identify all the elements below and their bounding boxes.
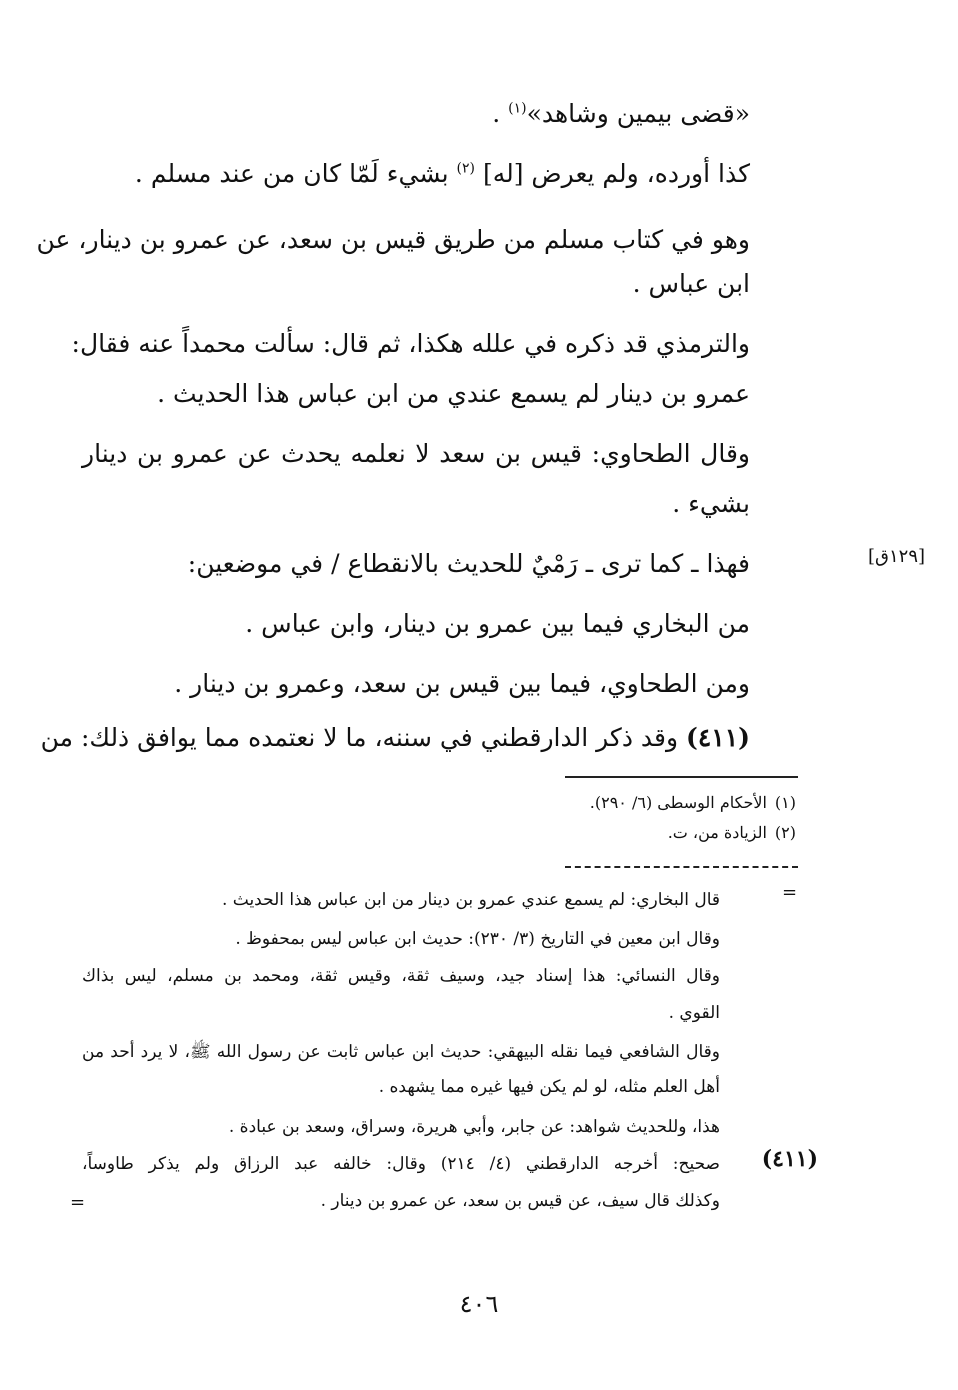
note-line-1: قال البخاري: لم يسمع عندي عمرو بن دينار من ابن عباس هذا الحديث . (221, 890, 720, 910)
note-line-4: القوي . (668, 1003, 720, 1023)
footnote-separator (565, 776, 798, 778)
continuation-mark-end: = (70, 1192, 86, 1213)
footnote-2 (668, 820, 796, 846)
footnote-1 (590, 790, 796, 816)
text-segment: بشيء لَمّا كان من عند مسلم . (134, 159, 457, 188)
footnote-text: الأحكام الوسطى (٦/ ٢٩٠). (589, 793, 767, 812)
margin-manuscript-ref: [١٢٩ق] (868, 546, 926, 567)
main-line-1 (492, 96, 750, 132)
page-number: ٤٠٦ (459, 1290, 499, 1318)
note-hadith-number: (٤١١) (761, 1146, 818, 1172)
continuation-mark: = (782, 882, 798, 903)
footnote-text: الزيادة من، ت. (667, 823, 767, 842)
main-line-6: عمرو بن دينار لم يسمع عندي من ابن عباس هذا الحديث . (157, 379, 750, 408)
note-line-9: وكذلك قال سيف، عن قيس بن سعد، عن عمرو بن دينار . (320, 1191, 720, 1211)
main-line-10: من البخاري فيما بين عمرو بن دينار، وابن عباس . (245, 609, 750, 638)
note-line-3: وقال النسائي: هذا إسناد جيد، وسيف ثقة، وقيس ثقة، ومحمد بن مسلم، ليس بذاك (82, 966, 720, 986)
main-line-7: وقال الطحاوي: قيس بن سعد لا نعلمه يحدث عن عمرو بن دينار (82, 439, 750, 468)
hadith-number: (٤١١) (686, 723, 750, 752)
footnote-number: (١) (774, 793, 796, 812)
footnote-ref-2[interactable]: (٢) (456, 160, 475, 177)
text-segment: وقد ذكر الدارقطني في سننه، ما لا نعتمده مما يوافق ذلك: من (40, 723, 687, 752)
quote-text: «قضى بيمين وشاهد» (526, 99, 750, 128)
note-line-2: وقال ابن معين في التاريخ (٣/ ٢٣٠): حديث ابن عباس ليس بمحفوظ . (235, 929, 720, 949)
main-line-9: فهذا ـ كما ترى ـ رَمْيٌ للحديث بالانقطاع / في موضعين: (187, 549, 750, 578)
note-line-7: هذا، وللحديث شواهد: عن جابر، وأبي هريرة، وسراق، وسعد بن عبادة . (228, 1117, 720, 1137)
main-line-2 (135, 156, 750, 192)
main-line-5: والترمذي قد ذكره في علله هكذا، ثم قال: سألت محمداً عنه فقال: (71, 329, 750, 358)
main-line-12 (40, 720, 750, 756)
main-line-11: ومن الطحاوي، فيما بين قيس بن سعد، وعمرو بن دينار . (174, 669, 750, 698)
text-segment: كذا أورده، ولم يعرض [له] (475, 159, 750, 188)
note-line-6: أهل العلم مثله، لو لم يكن فيها غيره مما يشهده . (378, 1077, 720, 1097)
footnote-ref-1[interactable]: (١) (508, 100, 527, 117)
main-line-4: ابن عباس . (632, 269, 750, 298)
notes-separator (565, 866, 798, 868)
footnote-number: (٢) (774, 823, 796, 842)
note-line-5: وقال الشافعي فيما نقله البيهقي: حديث ابن عباس ثابت عن رسول الله ﷺ، لا يرد أحد من (82, 1042, 720, 1062)
main-line-3: وهو في كتاب مسلم من طريق قيس بن سعد، عن عمرو بن دينار، عن (36, 225, 750, 254)
note-line-8: صحيح: أخرجه الدارقطني (٤/ ٢١٤) وقال: خالفه عبد الرزاق ولم يذكر طاوساً، (82, 1154, 720, 1174)
punctuation: . (492, 99, 509, 128)
main-line-8: بشيء . (672, 489, 750, 518)
